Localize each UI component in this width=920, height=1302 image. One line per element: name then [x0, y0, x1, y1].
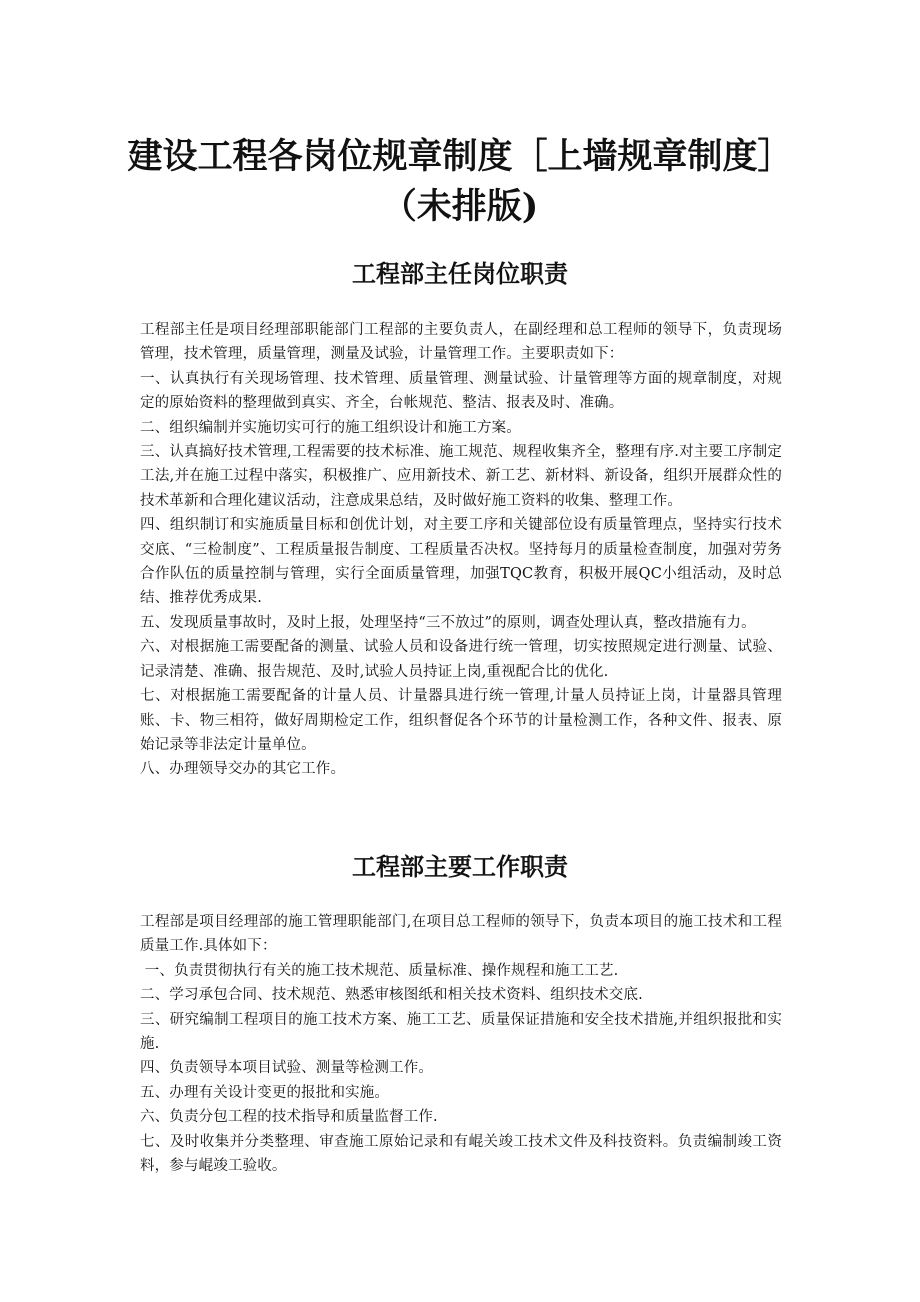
- document-title-line1: 建设工程各岗位规章制度［上墙规章制度］: [127, 136, 793, 177]
- section-body-director-duties: [140, 318, 782, 782]
- paragraph-intro: 工程部主任是项目经理部职能部门工程部的主要负责人，在副经理和总工程师的领导下，负责现场管理，技术管理，质量管理，测量及试验，计量管理工作。主要职责如下：: [140, 322, 782, 363]
- section-heading-director-duties: 工程部主任岗位职责: [352, 259, 568, 288]
- paragraph-item-2: 二、学习承包合同、技术规范、熟悉审核图纸和相关技术资料、组织技术交底.: [140, 987, 643, 1004]
- paragraph-item-7: 七、及时收集并分类整理、审查施工原始记录和有崐关竣工技术文件及科技资料。负责编制竣工资料，参与崐竣工验收。: [140, 1133, 782, 1175]
- paragraph-item-5: 五、办理有关设计变更的报批和实施。: [140, 1084, 390, 1101]
- paragraph-item-4: 四、负责领导本项目试验、测量等检测工作。: [140, 1060, 433, 1077]
- paragraph-item-8: 八、办理领导交办的其它工作。: [140, 761, 346, 778]
- document-title-line2: （未排版): [381, 186, 539, 227]
- paragraph-item-7: 七、对根据施工需要配备的计量人员、计量器具进行统一管理,计量人员持证上岗，计量器具管理账、卡、物三相符，做好周期检定工作，组织督促各个环节的计量检测工作，各种文件、报表、原始记录等非法定计量单位。: [140, 688, 782, 753]
- section-heading-department-duties: 工程部主要工作职责: [352, 852, 568, 881]
- paragraph-item-6: 六、负责分包工程的技术指导和质量监督工作.: [140, 1109, 438, 1126]
- paragraph-item-5: 五、发现质量事故时，及时上报，处理坚持“三不放过”的原则，调查处理认真，整改措施有力。: [140, 614, 756, 631]
- paragraph-item-6: 六、对根据施工需要配备的测量、试验人员和设备进行统一管理，切实按照规定进行测量、试验、记录清楚、准确、报告规范、及时,试验人员持证上岗,重视配合比的优化.: [140, 639, 782, 680]
- paragraph-item-3: 三、研究编制工程项目的施工技术方案、施工工艺、质量保证措施和安全技术措施,并组织报批和实施.: [140, 1011, 782, 1053]
- paragraph-intro: 工程部是项目经理部的施工管理职能部门,在项目总工程师的领导下，负责本项目的施工技术和工程质量工作.具体如下：: [140, 914, 782, 955]
- section-body-department-duties: [140, 910, 782, 1178]
- paragraph-item-1: 一、认真执行有关现场管理、技术管理、质量管理、测量试验、计量管理等方面的规章制度，对规定的原始资料的整理做到真实、齐全，台帐规范、整洁、报表及时、准确。: [140, 370, 782, 412]
- paragraph-item-4: 四、组织制订和实施质量目标和创优计划，对主要工序和关键部位设有质量管理点，坚持实行技术交底、“三检制度”、工程质量报告制度、工程质量否决权。坚持每月的质量检查制度，加强对劳务合作队伍的质量控制与管理，实行全面质量管理，加强TQC教育，积极开展QC小组活动，及时总结、推荐优秀成果.: [140, 517, 782, 607]
- paragraph-item-1: 一、负责贯彻执行有关的施工技术规范、质量标准、操作规程和施工工艺.: [140, 962, 619, 979]
- paragraph-item-2: 二、组织编制并实施切实可行的施工组织设计和施工方案。: [140, 419, 521, 436]
- paragraph-item-3: 三、认真搞好技术管理,工程需要的技术标准、施工规范、规程收集齐全，整理有序.对主要工序制定工法,并在施工过程中落实，积极推广、应用新技术、新工艺、新材料、新设备，组织开展群众性的技术革新和合理化建议活动，注意成果总结，及时做好施工资料的收集、整理工作。: [140, 444, 782, 509]
